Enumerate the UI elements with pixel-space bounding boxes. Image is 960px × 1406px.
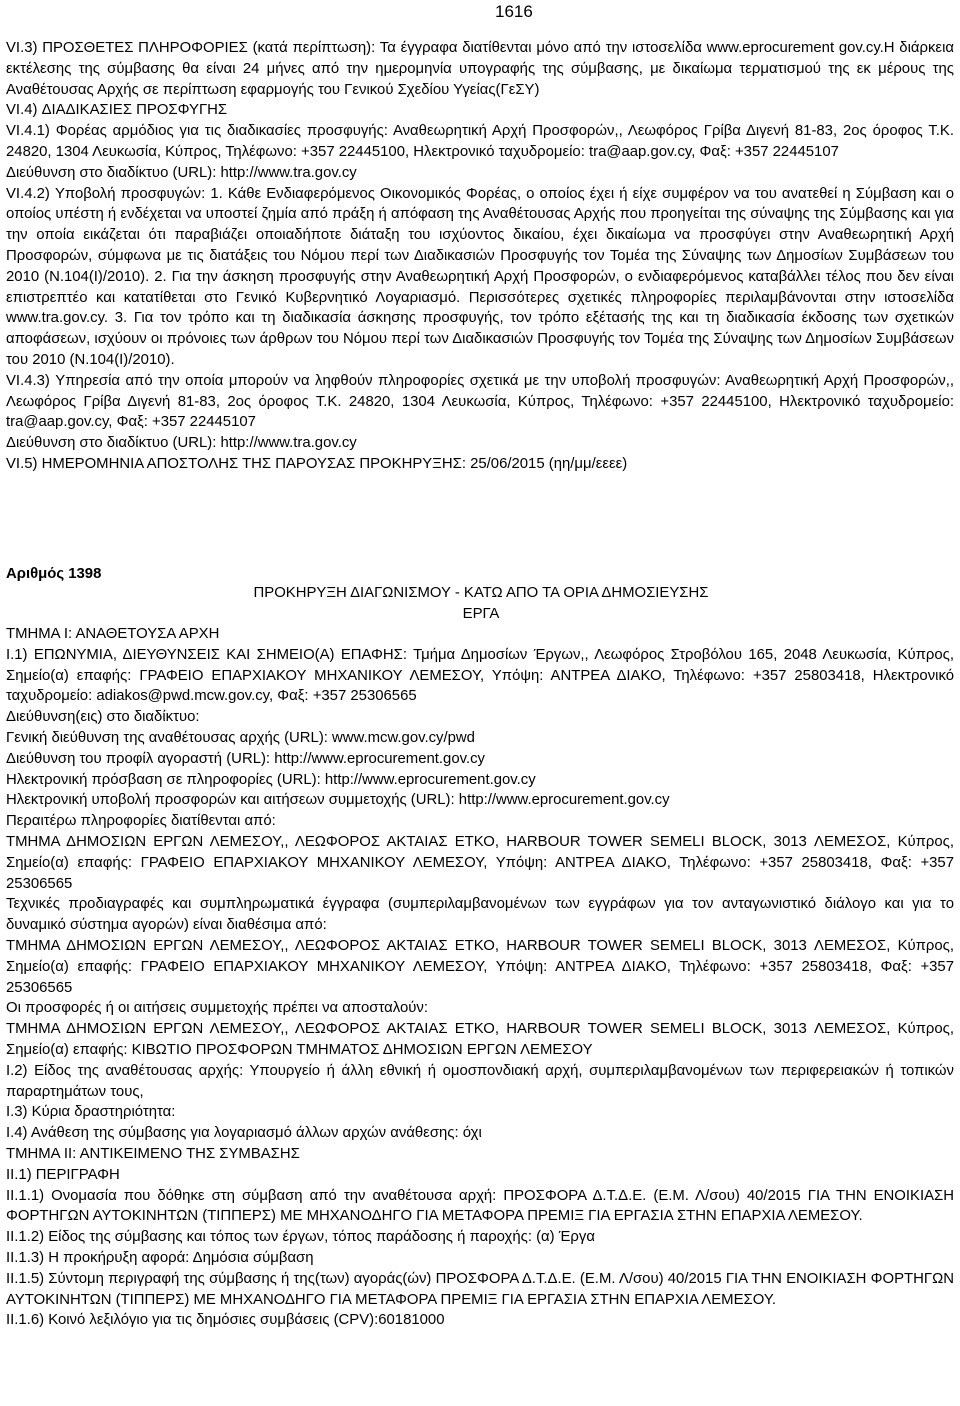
notice-title-line1: ΠΡΟΚΗΡΥΞΗ ΔΙΑΓΩΝΙΣΜΟΥ - ΚΑΤΩ ΑΠΟ ΤΑ ΟΡΙΑ ΔΗΜΟΣΙΕΥΣΗΣ: [253, 585, 709, 601]
specifications-address: ΤΜΗΜΑ ΔΗΜΟΣΙΩΝ ΕΡΓΩΝ ΛΕΜΕΣΟΥ,, ΛΕΩΦΟΡΟΣ ΑΚΤΑΙΑΣ ΕΤΚΟ, HARBOUR TOWER SEMELI BLOCK, 3013 ΛΕΜΕΣΟΣ, Κύπρος, Σημείο(α) επαφής: ΓΡΑΦΕΙΟ ΕΠΑΡΧΙΑΚΟΥ ΜΗΧΑΝΙΚΟΥ ΛΕΜΕΣΟΥ, Υπόψη: ΑΝΤΡΕΑ ΔΙΑΚΟ, Τηλέφωνο: +357 25803418, Φαξ: +357 25306565: [6, 937, 954, 996]
notice-number: Αριθμός 1398: [6, 566, 102, 582]
electronic-submission-line: Ηλεκτρονική υποβολή προσφορών και αιτήσεων συμμετοχής (URL): http://www.eprocurement.gov.cy: [6, 792, 670, 809]
i1-contact-paragraph: Ι.1) ΕΠΩΝΥΜΙΑ, ΔΙΕΥΘΥΝΣΕΙΣ ΚΑΙ ΣΗΜΕΙΟ(Α) ΕΠΑΦΗΣ: Τμήμα Δημοσίων Έργων,, Λεωφόρος Στροβόλου 165, 2048 Λευκωσία, Κύπρος, Σημείο(α) επαφής: ΓΡΑΦΕΙΟ ΕΠΑΡΧΙΑΚΟΥ ΜΗΧΑΝΙΚΟΥ ΛΕΜΕΣΟΥ, Υπόψη: ΑΝΤΡΕΑ ΔΙΑΚΟ, Τηλέφωνο: +357 25803418, Ηλεκτρονικό ταχυδρομείο: adiakos@pwd.mcw.gov.cy, Φαξ: +357 25306565: [6, 646, 954, 705]
vi42-paragraph: VI.4.2) Υποβολή προσφυγών: 1. Κάθε Ενδιαφερόμενος Οικονομικός Φορέας, ο οποίος έχει ή είχε συμφέρον να του ανατεθεί η Σύμβαση και ο οποίος υπέστη ή ενδέχεται να υποστεί ζημία από πράξη ή απόφαση της Αναθέτουσας Αρχής που προηγείται της σύναψης της Σύμβασης και για την οποία εικάζεται ότι παραβιάζει οποιαδήποτε διάταξη του ισχύοντος δικαίου, έχει δικαίωμα να προσφύγει στην Αναθεωρητική Αρχή Προσφορών, σύμφωνα με τις διατάξεις του Νόμου περί των Διαδικασιών Προσφυγής τον Τομέα της Σύναψης των Δημοσίων Συμβάσεων του 2010 (Ν.104(Ι)/2010). 2. Για την άσκηση προσφυγής στην Αναθεωρητική Αρχή Προσφορών, ο ενδιαφερόμενος καταβάλλει τέλος που δεν είναι επιστρεπτέο και κατατίθεται στο Γενικό Κυβερνητικό Λογαριασμό. Περισσότερες σχετικές πληροφορίες περιλαμβάνονται στην ιστοσελίδα www.tra.gov.cy. 3. Για τον τρόπο και τη διαδικασία άσκησης προσφυγής, τον τρόπο εξέτασής της και τη διαδικασία έκδοσης των σχετικών αποφάσεων, ισχύουν οι πρόνοιες των άρθρων του Νόμου περί των Διαδικασιών Προσφυγής τον Τομέα της Σύναψης των Δημοσίων Συμβάσεων του 2010 (Ν.104(Ι)/2010).: [6, 185, 954, 368]
ii1-heading: ΙΙ.1) ΠΕΡΙΓΡΑΦΗ: [6, 1166, 120, 1183]
ii11-title-paragraph: ΙΙ.1.1) Ονομασία που δόθηκε στη σύμβαση από την αναθέτουσα αρχή: ΠΡΟΣΦΟΡΑ Δ.Τ.Δ.Ε. (Ε.Μ. Λ/σου) 40/2015 ΓΙΑ ΤΗΝ ΕΝΟΙΚΙΑΣΗ ΦΟΡΤΗΓΩΝ ΑΥΤΟΚΙΝΗΤΩΝ (ΤΙΠΠΕΡΣ) ΜΕ ΜΗΧΑΝΟΔΗΓΟ ΓΙΑ ΜΕΤΑΦΟΡΑ ΠΡΕΜΙΞ ΓΙΑ ΕΡΓΑΣΙΑ ΣΤΗΝ ΕΠΑΡΧΙΑ ΛΕΜΕΣΟΥ.: [6, 1187, 954, 1225]
i3-main-activity: Ι.3) Κύρια δραστηριότητα:: [6, 1104, 176, 1121]
vi3-paragraph: VI.3) ΠΡΟΣΘΕΤΕΣ ΠΛΗΡΟΦΟΡΙΕΣ (κατά περίπτωση): Τα έγγραφα διατίθενται μόνο από την ιστοσελίδα www.eprocurement gov.cy.Η διάρκεια εκτέλεσης της σύμβασης θα είναι 24 μήνες από την ημερομηνία υπογραφής της σύμβασης, με δικαίωμα τερματισμού της εκ μέρους της Αναθέτουσας Αρχής σε περίπτωση εφαρμογής του Γενικού Σχεδίου Υγείας(ΓεΣΥ): [6, 40, 954, 98]
further-info-address: ΤΜΗΜΑ ΔΗΜΟΣΙΩΝ ΕΡΓΩΝ ΛΕΜΕΣΟΥ,, ΛΕΩΦΟΡΟΣ ΑΚΤΑΙΑΣ ΕΤΚΟ, HARBOUR TOWER SEMELI BLOCK, 3013 ΛΕΜΕΣΟΣ, Κύπρος, Σημείο(α) επαφής: ΓΡΑΦΕΙΟ ΕΠΑΡΧΙΑΚΟΥ ΜΗΧΑΝΙΚΟΥ ΛΕΜΕΣΟΥ, Υπόψη: ΑΝΤΡΕΑ ΔΙΑΚΟ, Τηλέφωνο: +357 25803418, Φαξ: +357 25306565: [6, 833, 954, 892]
vi43-paragraph: VI.4.3) Υπηρεσία από την οποία μπορούν να ληφθούν πληροφορίες σχετικά με την υποβολή προσφυγών: Αναθεωρητική Αρχή Προσφορών,, Λεωφόρος Γρίβα Διγενή 81-83, 2ος όροφος Τ.Κ. 24820, 1304 Λευκωσία, Κύπρος, Τηλέφωνο: +357 22445100, Ηλεκτρονικό ταχυδρομείο: tra@aap.gov.cy, Φαξ: +357 22445107: [6, 372, 954, 431]
page-number: 1616: [495, 2, 533, 21]
electronic-access-line: Ηλεκτρονική πρόσβαση σε πληροφορίες (URL): http://www.eprocurement.gov.cy: [6, 771, 536, 788]
i2-authority-type: Ι.2) Είδος της αναθέτουσας αρχής: Υπουργείο ή άλλη εθνική ή ομοσπονδιακή αρχή, συμπεριλαμβανομένων των περιφερειακών ή τοπικών παραρτημάτων τους,: [6, 1062, 954, 1100]
further-info-label: Περαιτέρω πληροφορίες διατίθενται από:: [6, 813, 276, 830]
vi4-heading: VI.4) ΔΙΑΔΙΚΑΣΙΕΣ ΠΡΟΣΦΥΓΗΣ: [6, 102, 228, 119]
general-address-line: Γενική διεύθυνση της αναθέτουσας αρχής (URL): www.mcw.gov.cy/pwd: [6, 729, 475, 746]
internet-addresses-label: Διεύθυνση(εις) στο διαδίκτυο:: [6, 709, 200, 726]
specifications-label: Τεχνικές προδιαγραφές και συμπληρωματικά έγγραφα (συμπεριλαμβανομένων των εγγράφων για τον ανταγωνιστικό διάλογο και για το δυναμικό σύστημα αγορών) είναι διαθέσιμα από:: [6, 896, 954, 934]
vi5-dispatch-date: VI.5) ΗΜΕΡΟΜΗΝΙΑ ΑΠΟΣΤΟΛΗΣ ΤΗΣ ΠΑΡΟΥΣΑΣ ΠΡΟΚΗΡΥΞΗΣ: 25/06/2015 (ηη/μμ/εεεε): [6, 455, 628, 472]
section-vi-complementary-info: [6, 38, 954, 475]
tenders-sent-to-label: Οι προσφορές ή οι αιτήσεις συμμετοχής πρέπει να αποσταλούν:: [6, 1000, 428, 1017]
notice-title-line2: ΕΡΓΑ: [462, 605, 500, 622]
vi43-url-line: Διεύθυνση στο διαδίκτυο (URL): http://www.tra.gov.cy: [6, 435, 357, 452]
section-ii-heading: ΤΜΗΜΑ ΙΙ: ΑΝΤΙΚΕΙΜΕΝΟ ΤΗΣ ΣΥΜΒΑΣΗΣ: [6, 1145, 300, 1162]
i4-behalf-award: Ι.4) Ανάθεση της σύμβασης για λογαριασμό άλλων αρχών ανάθεσης: όχι: [6, 1125, 482, 1142]
section-i-ii-body: [6, 624, 954, 1331]
ii13-notice-involves: ΙΙ.1.3) Η προκήρυξη αφορά: Δημόσια σύμβαση: [6, 1249, 314, 1266]
ii15-description: ΙΙ.1.5) Σύντομη περιγραφή της σύμβασης ή της(των) αγοράς(ών) ΠΡΟΣΦΟΡΑ Δ.Τ.Δ.Ε. (Ε.Μ. Λ/σου) 40/2015 ΓΙΑ ΤΗΝ ΕΝΟΙΚΙΑΣΗ ΦΟΡΤΗΓΩΝ ΑΥΤΟΚΙΝΗΤΩΝ (ΤΙΠΠΕΡΣ) ΜΕ ΜΗΧΑΝΟΔΗΓΟ ΓΙΑ ΜΕΤΑΦΟΡΑ ΠΡΕΜΙΞ ΓΙΑ ΕΡΓΑΣΙΑ ΣΤΗΝ ΕΠΑΡΧΙΑ ΛΕΜΕΣΟΥ.: [6, 1270, 954, 1308]
notice-header: [6, 561, 954, 622]
section-i-heading: ΤΜΗΜΑ Ι: ΑΝΑΘΕΤΟΥΣΑ ΑΡΧΗ: [6, 626, 220, 642]
vi41-paragraph: VI.4.1) Φορέας αρμόδιος για τις διαδικασίες προσφυγής: Αναθεωρητική Αρχή Προσφορών,, Λεωφόρος Γρίβα Διγενή 81-83, 2ος όροφος Τ.Κ. 24820, 1304 Λευκωσία, Κύπρος, Τηλέφωνο: +357 22445100, Ηλεκτρονικό ταχυδρομείο: tra@aap.gov.cy, Φαξ: +357 22445107: [6, 123, 954, 160]
ii12-contract-type: ΙΙ.1.2) Είδος της σύμβασης και τόπος των έργων, τόπος παράδοσης ή παροχής: (α) Έργα: [6, 1229, 595, 1246]
ii16-cpv: ΙΙ.1.6) Κοινό λεξιλόγιο για τις δημόσιες συμβάσεις (CPV):60181000: [6, 1312, 445, 1329]
buyer-profile-line: Διεύθυνση του προφίλ αγοραστή (URL): http://www.eprocurement.gov.cy: [6, 750, 485, 767]
notice-title: [206, 583, 756, 625]
vi41-url-line: Διεύθυνση στο διαδίκτυο (URL): http://www.tra.gov.cy: [6, 164, 357, 181]
tenders-sent-to-address: ΤΜΗΜΑ ΔΗΜΟΣΙΩΝ ΕΡΓΩΝ ΛΕΜΕΣΟΥ,, ΛΕΩΦΟΡΟΣ ΑΚΤΑΙΑΣ ΕΤΚΟ, HARBOUR TOWER SEMELI BLOCK, 3013 ΛΕΜΕΣΟΣ, Κύπρος, Σημείο(α) επαφής: ΚΙΒΩΤΙΟ ΠΡΟΣΦΟΡΩΝ ΤΜΗΜΑΤΟΣ ΔΗΜΟΣΙΩΝ ΕΡΓΩΝ ΛΕΜΕΣΟΥ: [6, 1021, 954, 1058]
